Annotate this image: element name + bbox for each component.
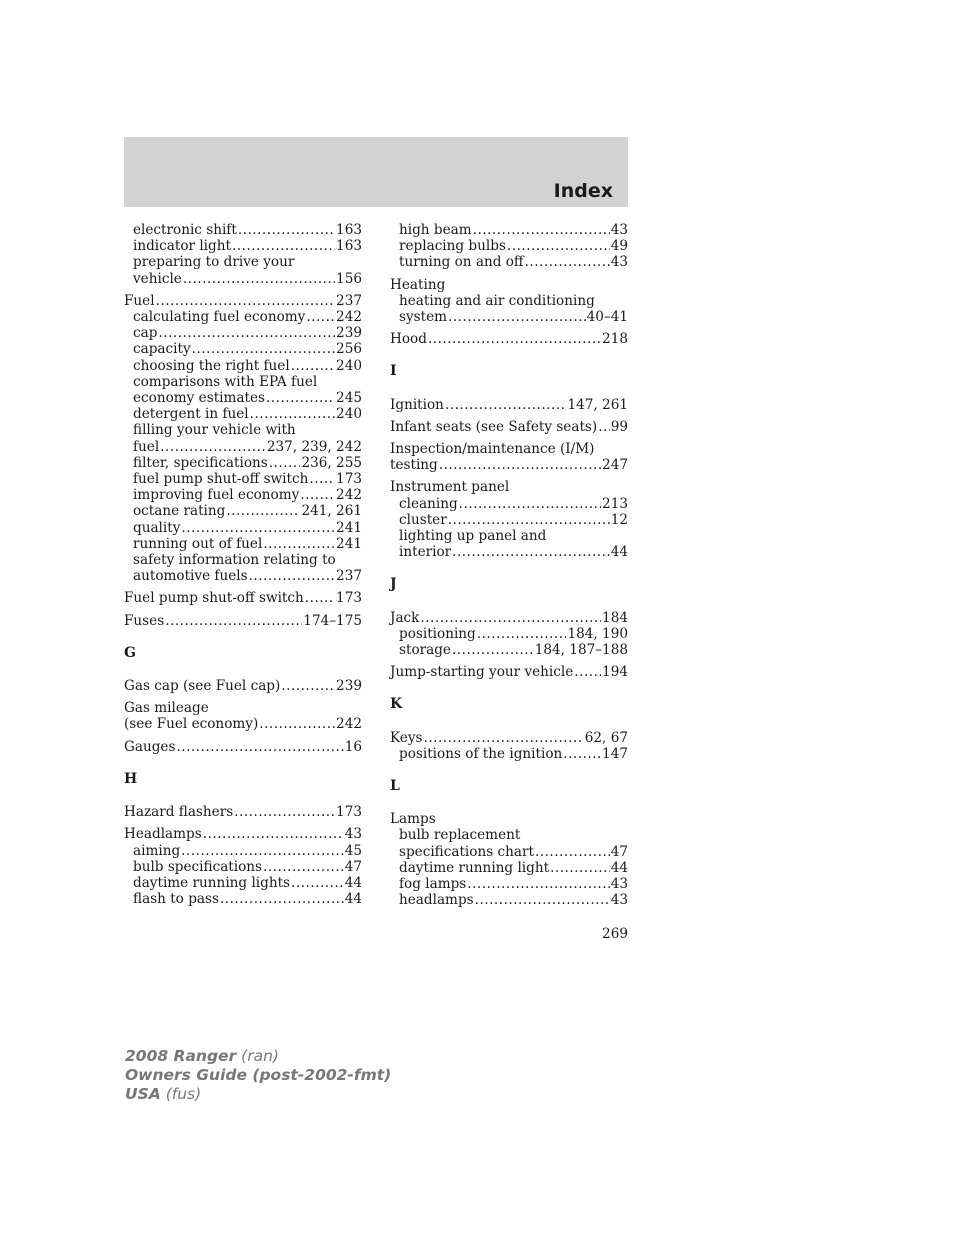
index-term: positioning	[399, 625, 476, 642]
index-page-ref: 44	[344, 891, 362, 908]
index-page-ref: 241	[336, 535, 362, 552]
index-term: detergent in fuel	[133, 406, 249, 423]
index-term: bulb replacement	[399, 827, 521, 844]
dot-leader	[181, 843, 344, 859]
index-subentry-line	[124, 552, 362, 568]
index-page-ref: 173	[336, 590, 362, 607]
index-letter-heading: K	[390, 696, 403, 713]
index-letter-heading: H	[124, 770, 138, 787]
index-subentry-line	[390, 254, 628, 270]
dot-leader	[445, 397, 567, 413]
index-subentry-line	[124, 520, 362, 536]
index-page-ref: 237	[336, 292, 362, 309]
index-subentry-line	[124, 455, 362, 471]
dot-leader	[234, 804, 335, 820]
index-page-ref: 218	[602, 331, 628, 348]
index-term: Jump-starting your vehicle	[390, 664, 574, 681]
index-entry	[390, 277, 628, 326]
index-subentry-line	[124, 859, 362, 875]
index-entry	[124, 804, 362, 820]
dot-leader	[226, 503, 300, 519]
index-entry-line	[124, 678, 362, 694]
dot-leader	[300, 487, 335, 503]
dot-leader	[291, 358, 335, 374]
index-page-ref: 44	[610, 544, 628, 561]
index-page-ref: 173	[336, 804, 362, 821]
index-entry	[390, 730, 628, 762]
index-term: Gas mileage	[124, 700, 209, 717]
index-page-ref: 43	[610, 876, 628, 893]
index-term: Infant seats (see Safety seats)	[390, 418, 598, 435]
footer-line-3: USA (fus)	[125, 1085, 202, 1103]
index-entry-line	[390, 730, 628, 746]
dot-leader	[176, 739, 343, 755]
index-page-ref: 16	[344, 738, 362, 755]
index-subentry-line	[124, 875, 362, 891]
index-entry	[390, 397, 628, 413]
dot-leader	[183, 271, 335, 287]
index-subentry-line	[390, 544, 628, 560]
index-term: running out of fuel	[133, 535, 263, 552]
index-term: interior	[399, 544, 452, 561]
dot-leader	[263, 536, 335, 552]
index-page-ref: 184, 187–188	[534, 642, 628, 659]
dot-leader	[574, 664, 601, 680]
index-page-ref: 49	[610, 238, 628, 255]
index-entry	[390, 610, 628, 659]
index-page-ref: 43	[610, 254, 628, 271]
index-term: flash to pass	[133, 891, 219, 908]
index-page-ref: 163	[336, 222, 362, 238]
index-subentry-line	[390, 238, 628, 254]
index-entry	[124, 826, 362, 907]
index-entry-line	[390, 479, 628, 495]
index-term: filling your vehicle with	[133, 422, 296, 439]
index-subentry-line	[124, 471, 362, 487]
index-term: Fuel pump shut-off switch	[124, 590, 304, 607]
index-page-ref: 236, 255	[301, 454, 362, 471]
dot-leader	[306, 309, 335, 325]
index-term: calculating fuel economy	[133, 309, 306, 326]
dot-leader	[525, 254, 610, 270]
dot-leader	[181, 520, 335, 536]
dot-leader	[448, 512, 610, 528]
index-subentry-line	[390, 512, 628, 528]
index-term: lighting up panel and	[399, 528, 547, 545]
index-page-ref: 43	[344, 826, 362, 843]
index-term: quality	[133, 519, 181, 536]
index-page-ref: 213	[602, 495, 628, 512]
dot-leader	[309, 471, 335, 487]
index-entry	[124, 222, 362, 287]
index-subentry-line	[390, 844, 628, 860]
index-term: (see Fuel economy)	[124, 716, 259, 733]
header-band	[124, 137, 628, 207]
dot-leader	[428, 331, 601, 347]
index-term: Fuses	[124, 612, 165, 629]
index-term: Gauges	[124, 738, 176, 755]
dot-leader	[266, 390, 335, 406]
dot-leader	[291, 875, 344, 891]
dot-leader	[158, 325, 335, 341]
index-page-ref: 47	[610, 843, 628, 860]
index-page-ref: 184, 190	[567, 625, 628, 642]
index-term: comparisons with EPA fuel	[133, 373, 318, 390]
dot-leader	[598, 419, 609, 435]
index-page-ref: 173	[336, 471, 362, 488]
index-subentry-line	[390, 642, 628, 658]
index-page-ref: 99	[610, 418, 628, 435]
index-term: heating and air conditioning	[399, 292, 595, 309]
index-term: cluster	[399, 511, 447, 528]
index-page-ref: 194	[602, 664, 628, 681]
page-number: 269	[602, 926, 628, 942]
index-term: Heating	[390, 276, 446, 293]
dot-leader	[452, 642, 534, 658]
index-subentry-line	[390, 860, 628, 876]
index-term: system	[399, 309, 448, 326]
index-page-ref: 237	[336, 568, 362, 585]
index-term: Headlamps	[124, 826, 202, 843]
index-term: safety information relating to	[133, 552, 336, 569]
index-page-ref: 44	[344, 874, 362, 891]
index-subentry-line	[390, 293, 628, 309]
index-term: Instrument panel	[390, 479, 510, 496]
index-page-ref: 43	[610, 892, 628, 909]
index-letter-heading: G	[124, 644, 136, 661]
index-term: Lamps	[390, 811, 436, 828]
index-subentry-line	[124, 271, 362, 287]
index-page-ref: 174–175	[303, 612, 362, 629]
index-page-ref: 240	[336, 406, 362, 423]
index-subentry-line	[124, 891, 362, 907]
dot-leader	[420, 610, 601, 626]
index-page-ref: 163	[336, 238, 362, 255]
index-entry	[124, 613, 362, 629]
index-entry-line	[390, 331, 628, 347]
index-subentry-line	[390, 892, 628, 908]
index-term: electronic shift	[133, 222, 237, 238]
dot-leader	[424, 730, 584, 746]
index-entry-line	[390, 441, 628, 457]
dot-leader	[475, 892, 610, 908]
index-subentry-line	[124, 325, 362, 341]
index-term: fuel	[133, 438, 160, 455]
index-term: capacity	[133, 341, 191, 358]
index-entry-line	[390, 457, 628, 473]
dot-leader	[263, 859, 344, 875]
index-entry-line	[124, 739, 362, 755]
dot-leader	[250, 406, 335, 422]
index-subentry-line	[124, 536, 362, 552]
index-term: cleaning	[399, 495, 458, 512]
index-subentry-line	[124, 374, 362, 390]
index-term: Hazard flashers	[124, 804, 234, 821]
footer	[125, 1047, 391, 1104]
index-entry-line	[390, 397, 628, 413]
index-subentry-line	[124, 222, 362, 238]
index-page-ref: 237, 239, 242	[266, 438, 362, 455]
index-subentry-line	[390, 876, 628, 892]
dot-leader	[259, 716, 335, 732]
index-page-ref: 242	[336, 716, 362, 733]
index-term: indicator light	[133, 238, 231, 255]
dot-leader	[467, 876, 609, 892]
dot-leader	[563, 746, 601, 762]
index-subentry-line	[390, 746, 628, 762]
index-term: Jack	[390, 609, 420, 626]
index-entry-line	[390, 811, 628, 827]
index-subentry-line	[124, 358, 362, 374]
index-page-ref: 247	[602, 457, 628, 474]
dot-leader	[232, 238, 335, 254]
index-subentry-line	[124, 487, 362, 503]
dot-leader	[160, 439, 266, 455]
index-page-ref: 62, 67	[584, 729, 628, 746]
index-entry	[390, 419, 628, 435]
index-entry	[124, 739, 362, 755]
index-letter-heading: J	[390, 576, 397, 593]
dot-leader	[281, 678, 335, 694]
index-entry	[390, 222, 628, 271]
index-entry-line	[124, 700, 362, 716]
index-entry-line	[124, 613, 362, 629]
dot-leader	[452, 544, 610, 560]
index-subentry-line	[124, 309, 362, 325]
dot-leader	[156, 293, 335, 309]
index-subentry-line	[124, 568, 362, 584]
dot-leader	[238, 222, 335, 238]
index-subentry-line	[124, 254, 362, 270]
index-page-ref: 239	[336, 325, 362, 342]
index-term: cap	[133, 325, 158, 342]
index-letter-heading: I	[390, 363, 397, 380]
index-term: Ignition	[390, 396, 444, 413]
index-term: bulb specifications	[133, 858, 263, 875]
index-page-ref: 256	[336, 341, 362, 358]
index-term: Fuel	[124, 292, 155, 309]
index-term: fuel pump shut-off switch	[133, 471, 309, 488]
dot-leader	[439, 457, 601, 473]
index-entry	[390, 811, 628, 908]
index-page-ref: 241	[336, 519, 362, 536]
index-entry-line	[390, 277, 628, 293]
index-page-ref: 12	[610, 511, 628, 528]
dot-leader	[220, 891, 344, 907]
dot-leader	[535, 844, 610, 860]
index-entry	[390, 441, 628, 473]
index-page-ref: 43	[610, 222, 628, 238]
dot-leader	[473, 222, 610, 238]
index-term: preparing to drive your	[133, 254, 295, 271]
index-term: Inspection/maintenance (I/M)	[390, 441, 595, 458]
index-subentry-line	[124, 341, 362, 357]
index-page-ref: 156	[336, 270, 362, 287]
index-entry-line	[124, 826, 362, 842]
dot-leader	[507, 238, 610, 254]
index-term: replacing bulbs	[399, 238, 506, 255]
index-subentry-line	[124, 503, 362, 519]
index-page-ref: 242	[336, 487, 362, 504]
index-entry	[124, 678, 362, 694]
dot-leader	[269, 455, 301, 471]
index-entry-line	[390, 664, 628, 680]
index-term: specifications chart	[399, 843, 534, 860]
dot-leader	[203, 826, 344, 842]
index-term: daytime running light	[399, 859, 550, 876]
index-subentry-line	[390, 528, 628, 544]
index-letter-heading: L	[390, 778, 400, 795]
index-term: octane rating	[133, 503, 226, 520]
dot-leader	[477, 626, 567, 642]
index-entry	[124, 700, 362, 732]
index-term: Keys	[390, 729, 423, 746]
index-term: vehicle	[133, 270, 182, 287]
index-entry-line	[390, 610, 628, 626]
index-entry-line	[390, 419, 628, 435]
index-page-ref: 242	[336, 309, 362, 326]
index-entry	[390, 479, 628, 560]
index-term: improving fuel economy	[133, 487, 300, 504]
index-term: aiming	[133, 842, 181, 859]
index-term: Gas cap (see Fuel cap)	[124, 678, 281, 695]
index-page-ref: 240	[336, 357, 362, 374]
index-entry-line	[124, 590, 362, 606]
index-page-ref: 147, 261	[567, 396, 628, 413]
index-entry-line	[124, 716, 362, 732]
index-term: high beam	[399, 222, 472, 238]
dot-leader	[165, 613, 302, 629]
index-term: Hood	[390, 331, 427, 348]
index-term: choosing the right fuel	[133, 357, 290, 374]
index-term: turning on and off	[399, 254, 524, 271]
dot-leader	[550, 860, 610, 876]
index-term: filter, specifications	[133, 454, 268, 471]
index-page-ref: 239	[336, 678, 362, 695]
index-column-left	[124, 222, 362, 907]
index-term: fog lamps	[399, 876, 467, 893]
index-subentry-line	[390, 496, 628, 512]
dot-leader	[448, 309, 586, 325]
dot-leader	[249, 568, 335, 584]
dot-leader	[459, 496, 601, 512]
index-page-ref: 44	[610, 859, 628, 876]
index-subentry-line	[124, 406, 362, 422]
index-column-right	[390, 222, 628, 909]
index-entry	[390, 331, 628, 347]
index-entry	[390, 664, 628, 680]
dot-leader	[305, 590, 335, 606]
index-subentry-line	[124, 439, 362, 455]
index-page-ref: 40–41	[586, 309, 628, 326]
index-entry	[124, 590, 362, 606]
index-term: automotive fuels	[133, 568, 248, 585]
index-page-ref: 245	[336, 390, 362, 407]
index-page-ref: 184	[602, 609, 628, 626]
index-page-ref: 241, 261	[301, 503, 362, 520]
footer-line-2: Owners Guide (post-2002-fmt)	[125, 1066, 392, 1084]
index-entry	[124, 293, 362, 585]
index-entry-line	[124, 293, 362, 309]
index-subentry-line	[124, 238, 362, 254]
index-entry-line	[124, 804, 362, 820]
page-title: Index	[553, 180, 613, 202]
index-page-ref: 147	[602, 745, 628, 762]
index-term: daytime running lights	[133, 874, 291, 891]
index-term: economy estimates	[133, 390, 265, 407]
footer-line-1: 2008 Ranger (ran)	[125, 1047, 279, 1065]
index-page-ref: 47	[344, 858, 362, 875]
index-subentry-line	[390, 626, 628, 642]
index-subentry-line	[124, 843, 362, 859]
index-page-ref: 45	[344, 842, 362, 859]
index-subentry-line	[390, 827, 628, 843]
dot-leader	[192, 341, 335, 357]
index-subentry-line	[124, 422, 362, 438]
index-subentry-line	[124, 390, 362, 406]
index-term: testing	[390, 457, 438, 474]
index-term: storage	[399, 642, 451, 659]
index-subentry-line	[390, 309, 628, 325]
index-term: headlamps	[399, 892, 474, 909]
index-term: positions of the ignition	[399, 745, 563, 762]
index-subentry-line	[390, 222, 628, 238]
